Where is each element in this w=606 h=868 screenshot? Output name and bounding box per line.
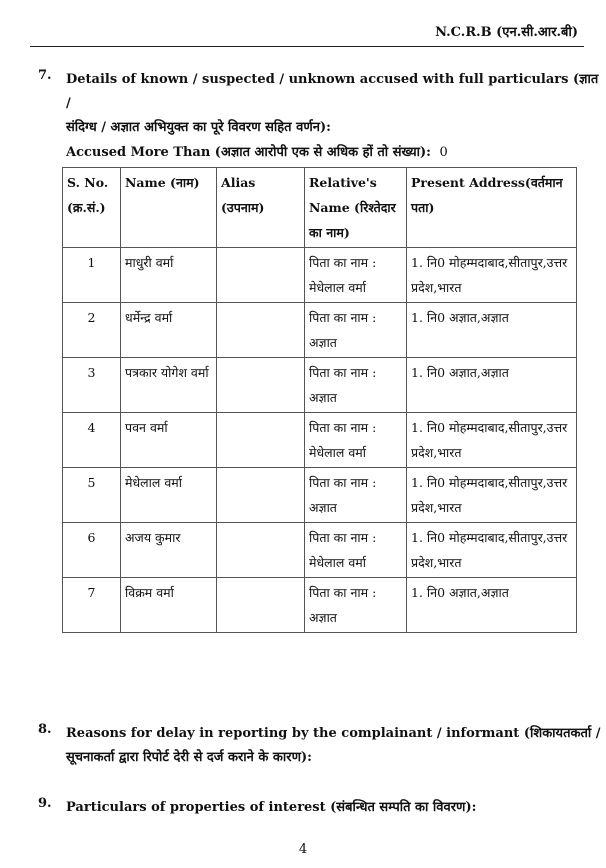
col-name: Name (नाम) [121, 168, 217, 248]
table-row [63, 578, 577, 633]
accused-more-label: Accused More Than (अज्ञात आरोपी एक से अधिक हों तो संख्या): [66, 145, 431, 160]
page-number: 4 [298, 842, 308, 857]
cell-address: 1. नि0 अज्ञात,अज्ञात [407, 578, 577, 633]
section-9-heading: Particulars of properties of interest (संबन्धित सम्पति का विवरण): [66, 800, 477, 815]
cell-address: 1. नि0 अज्ञात,अज्ञात [407, 303, 577, 358]
col-address: Present Address(वर्तमान पता) [407, 168, 577, 248]
cell-name: अजय कुमार [121, 523, 217, 578]
accused-more-than [66, 142, 448, 160]
cell-address: 1. नि0 अज्ञात,अज्ञात [407, 358, 577, 413]
cell-address: 1. नि0 मोहम्मदाबाद,सीतापुर,उत्तर प्रदेश,भारत [407, 248, 577, 303]
cell-relative: पिता का नाम : मेधेलाल वर्मा [305, 248, 407, 303]
cell-name: माधुरी वर्मा [121, 248, 217, 303]
section-8-line2: सूचनाकर्ता द्वारा रिपोर्ट देरी से दर्ज कराने के कारण): [66, 750, 312, 765]
cell-relative: पिता का नाम : अज्ञात [305, 303, 407, 358]
table-row [63, 248, 577, 303]
cell-sno: 6 [63, 523, 121, 578]
cell-alias [217, 578, 305, 633]
cell-relative: पिता का नाम : मेधेलाल वर्मा [305, 413, 407, 468]
section-8-number: 8. [38, 722, 52, 737]
cell-name: विक्रम वर्मा [121, 578, 217, 633]
col-relative: Relative's Name (रिश्तेदार का नाम) [305, 168, 407, 248]
section-7-line2: संदिग्ध / अज्ञात अभियुक्त का पूरे विवरण सहित वर्णन): [66, 120, 331, 135]
cell-sno: 2 [63, 303, 121, 358]
section-7-heading [66, 68, 606, 140]
cell-name: पत्रकार योगेश वर्मा [121, 358, 217, 413]
table-header-row [63, 168, 577, 248]
table-row [63, 468, 577, 523]
cell-sno: 1 [63, 248, 121, 303]
cell-alias [217, 468, 305, 523]
cell-address: 1. नि0 मोहम्मदाबाद,सीतापुर,उत्तर प्रदेश,भारत [407, 468, 577, 523]
cell-sno: 3 [63, 358, 121, 413]
accused-table [62, 167, 577, 633]
cell-address: 1. नि0 मोहम्मदाबाद,सीतापुर,उत्तर प्रदेश,भारत [407, 413, 577, 468]
cell-sno: 5 [63, 468, 121, 523]
cell-name: मेधेलाल वर्मा [121, 468, 217, 523]
table-row [63, 413, 577, 468]
cell-alias [217, 303, 305, 358]
cell-alias [217, 248, 305, 303]
cell-alias [217, 523, 305, 578]
col-sno: S. No. (क्र.सं.) [63, 168, 121, 248]
section-8-line1: Reasons for delay in reporting by the complainant / informant (शिकायतकर्ता / [66, 726, 601, 741]
cell-alias [217, 413, 305, 468]
section-9-number: 9. [38, 796, 52, 811]
cell-name: पवन वर्मा [121, 413, 217, 468]
cell-relative: पिता का नाम : अज्ञात [305, 578, 407, 633]
col-alias: Alias (उपनाम) [217, 168, 305, 248]
cell-sno: 7 [63, 578, 121, 633]
cell-relative: पिता का नाम : अज्ञात [305, 468, 407, 523]
cell-sno: 4 [63, 413, 121, 468]
cell-relative: पिता का नाम : मेधेलाल वर्मा [305, 523, 407, 578]
cell-alias [217, 358, 305, 413]
accused-more-value: 0 [439, 145, 448, 160]
document-header: N.C.R.B (एन.सी.आर.बी) [435, 25, 578, 40]
section-7-line1: Details of known / suspected / unknown accused with full particulars (ज्ञात / [66, 72, 599, 111]
cell-relative: पिता का नाम : अज्ञात [305, 358, 407, 413]
table-row [63, 303, 577, 358]
table-row [63, 523, 577, 578]
table-row [63, 358, 577, 413]
section-7-number: 7. [38, 68, 52, 83]
header-rule [30, 46, 584, 47]
cell-name: धर्मेन्द्र वर्मा [121, 303, 217, 358]
cell-address: 1. नि0 मोहम्मदाबाद,सीतापुर,उत्तर प्रदेश,भारत [407, 523, 577, 578]
section-8-heading [66, 722, 601, 770]
